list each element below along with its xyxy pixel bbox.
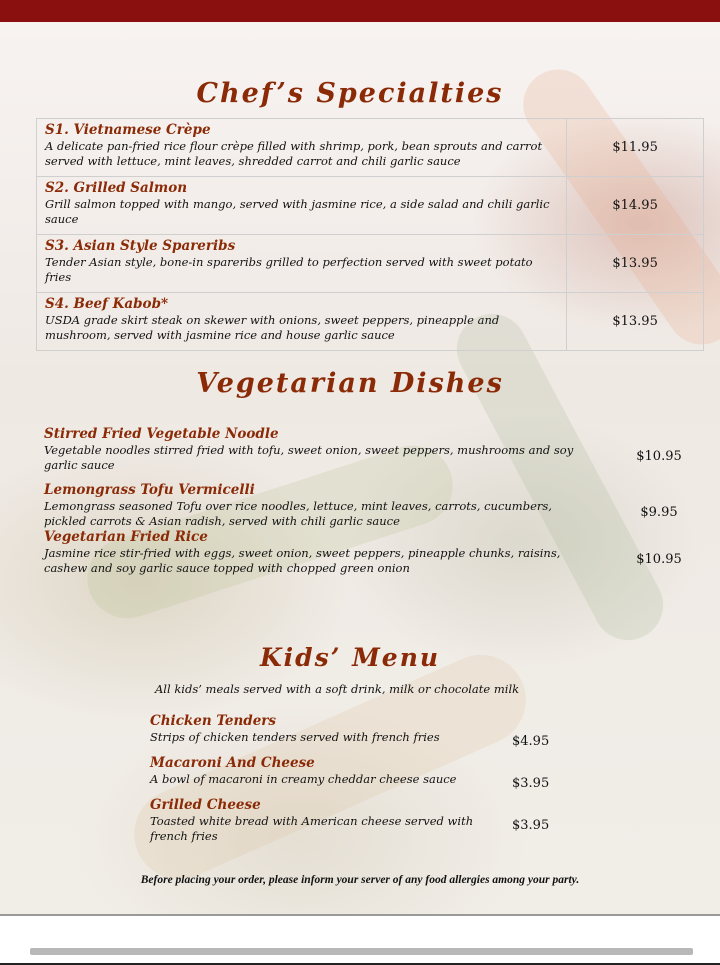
item-price: $3.95 [512,818,550,833]
item-price: $13.95 [567,293,704,351]
item-description: Toasted white bread with American cheese served with french fries [150,814,474,843]
item-name: Stirred Fried Vegetable Noodle [44,426,279,442]
item-name: Chicken Tenders [150,713,277,729]
item-name: S2. Grilled Salmon [45,180,188,196]
item-price: $3.95 [512,776,550,791]
item-cell [37,235,567,293]
item-name: Grilled Cheese [150,797,261,813]
top-header-bar [0,0,720,22]
item-description: Jasmine rice stir-fried with eggs, sweet onion, sweet peppers, pineapple chunks, raisins, cashew and soy garlic sauce topped with chopped green onion [44,546,561,575]
item-cell [37,119,567,177]
item-description: USDA grade skirt steak on skewer with onions, sweet peppers, pineapple and mushroom, served with jasmine rice and house garlic sauce [45,313,500,342]
item-description: Tender Asian style, bone-in spareribs grilled to perfection served with sweet potato fries [45,255,533,284]
kids-menu-note: All kids’ meals served with a soft drink, milk or chocolate milk [155,682,520,696]
list-item [44,482,684,529]
item-price: $10.95 [636,449,682,464]
list-item [150,797,570,844]
item-description: Grill salmon topped with mango, served with jasmine rice, a side salad and chili garlic sauce [45,197,550,226]
item-name: S3. Asian Style Spareribs [45,238,236,254]
item-cell [37,177,567,235]
list-item [150,713,570,749]
item-name: S1. Vietnamese Crèpe [45,122,211,138]
table-row [37,235,704,293]
item-description: Lemongrass seasoned Tofu over rice noodles, lettuce, mint leaves, carrots, cucumbers, pickled carrots & Asian radish, served with chili garlic sauce [44,499,552,528]
item-description: A bowl of macaroni in creamy cheddar cheese sauce [150,772,457,786]
item-price: $14.95 [567,177,704,235]
item-name: Macaroni And Cheese [150,755,315,771]
table-row [37,177,704,235]
item-description: A delicate pan-fried rice flour crèpe filled with shrimp, pork, bean sprouts and carrot served with lettuce, mint leaves, shredded carrot and chili garlic sauce [45,139,543,168]
list-item [44,529,684,576]
background-food-image [445,302,676,653]
item-price: $4.95 [512,734,550,749]
item-price: $10.95 [636,552,682,567]
vegetarian-dishes-title: Vegetarian Dishes [196,368,504,399]
chef-specialties-table [36,118,704,351]
list-item [150,755,570,791]
horizontal-scrollbar[interactable] [30,948,693,955]
item-name: S4. Beef Kabob* [45,296,169,312]
item-description: Strips of chicken tenders served with french fries [150,730,440,744]
table-row [37,119,704,177]
item-description: Vegetable noodles stirred fried with tofu, sweet onion, sweet peppers, mushrooms and soy garlic sauce [44,443,574,472]
chef-specialties-title: Chef’s Specialties [196,78,504,109]
menu-page [0,22,720,915]
table-row [37,293,704,351]
item-name: Vegetarian Fried Rice [44,529,208,545]
list-item [44,426,684,473]
item-cell [37,293,567,351]
allergy-notice: Before placing your order, please inform your server of any food allergies among your party. [140,874,580,886]
item-price: $13.95 [567,235,704,293]
item-price: $9.95 [640,505,678,520]
kids-menu-title: Kids’ Menu [259,643,441,672]
page-divider [0,914,720,916]
item-price: $11.95 [567,119,704,177]
item-name: Lemongrass Tofu Vermicelli [44,482,255,498]
